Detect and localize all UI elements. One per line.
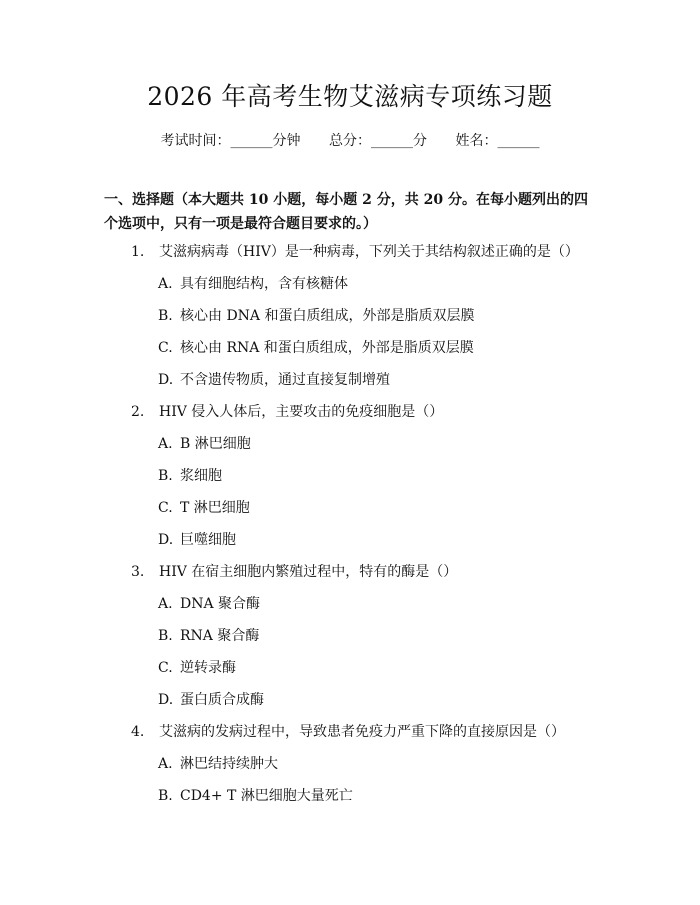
question-2-option-c: [158, 497, 588, 519]
question-1-option-b: [158, 305, 588, 327]
option-text: 核心由 DNA 和蛋白质组成，外部是脂质双层膜: [180, 308, 475, 324]
question-text: 艾滋病病毒（HIV）是一种病毒，下列关于其结构叙述正确的是（）: [159, 244, 579, 260]
total-score-label: 总分：: [329, 133, 371, 149]
question-2: [131, 401, 591, 423]
question-text: HIV 在宿主细胞内繁殖过程中，特有的酶是（）: [159, 564, 458, 580]
total-score-blank: ______: [371, 133, 413, 149]
question-1-option-c: [158, 337, 588, 359]
question-3-option-c: [158, 657, 588, 679]
option-letter: B.: [158, 468, 173, 484]
student-name-field: [455, 130, 539, 152]
question-number: 4.: [131, 724, 145, 740]
option-text: DNA 聚合酶: [180, 596, 261, 612]
exam-info-line: [0, 130, 700, 152]
student-name-blank: ______: [497, 133, 540, 149]
option-text: RNA 聚合酶: [180, 628, 260, 644]
question-2-option-a: [158, 433, 588, 455]
option-text: 不含遗传物质，通过直接复制增殖: [180, 372, 390, 388]
total-score-field: [329, 130, 427, 152]
exam-time-field: [161, 130, 301, 152]
option-text: T 淋巴细胞: [180, 500, 250, 516]
option-text: CD4+ T 淋巴细胞大量死亡: [180, 788, 353, 804]
exam-time-unit: 分钟: [272, 133, 301, 149]
total-score-unit: 分: [413, 133, 427, 149]
question-number: 3.: [131, 564, 145, 580]
exam-time-label: 考试时间：: [160, 133, 231, 149]
option-letter: D.: [158, 372, 174, 388]
option-letter: C.: [158, 660, 173, 676]
option-text: 具有细胞结构，含有核糖体: [180, 276, 348, 292]
question-2-option-d: [158, 529, 588, 551]
question-3-option-d: [158, 689, 588, 711]
question-2-option-b: [158, 465, 588, 487]
option-letter: A.: [158, 276, 173, 292]
option-letter: D.: [158, 532, 174, 548]
option-letter: A.: [158, 436, 173, 452]
option-text: 巨噬细胞: [180, 532, 236, 548]
option-text: 淋巴结持续肿大: [180, 756, 278, 772]
exam-time-blank: ______: [230, 133, 273, 149]
question-3: [131, 561, 591, 583]
question-1: [131, 241, 591, 263]
page-title: 2026 年高考生物艾滋病专项练习题: [147, 82, 553, 111]
question-4-option-b: [158, 785, 588, 807]
option-letter: C.: [158, 500, 173, 516]
option-text: 浆细胞: [180, 468, 222, 484]
question-number: 2.: [131, 404, 145, 420]
option-text: 蛋白质合成酶: [180, 692, 264, 708]
option-letter: A.: [158, 756, 173, 772]
option-letter: B.: [158, 628, 173, 644]
option-text: B 淋巴细胞: [180, 436, 251, 452]
question-3-option-b: [158, 625, 588, 647]
option-letter: B.: [158, 788, 173, 804]
question-4: [131, 721, 591, 743]
question-1-option-a: [158, 273, 588, 295]
question-number: 1.: [131, 244, 145, 260]
question-3-option-a: [158, 593, 588, 615]
option-letter: C.: [158, 340, 173, 356]
question-1-option-d: [158, 369, 588, 391]
student-name-label: 姓名：: [455, 133, 498, 149]
option-letter: A.: [158, 596, 173, 612]
option-text: 逆转录酶: [180, 660, 236, 676]
question-4-option-a: [158, 753, 588, 775]
section-heading: 一、选择题（本大题共 10 小题，每小题 2 分，共 20 分。在每小题列出的四个选项中，只有一项是最符合题目要求的。）: [104, 192, 588, 232]
question-text: HIV 侵入人体后，主要攻击的免疫细胞是（）: [159, 404, 444, 420]
option-text: 核心由 RNA 和蛋白质组成，外部是脂质双层膜: [180, 340, 474, 356]
option-letter: B.: [158, 308, 173, 324]
option-letter: D.: [158, 692, 174, 708]
question-text: 艾滋病的发病过程中，导致患者免疫力严重下降的直接原因是（）: [159, 724, 565, 740]
